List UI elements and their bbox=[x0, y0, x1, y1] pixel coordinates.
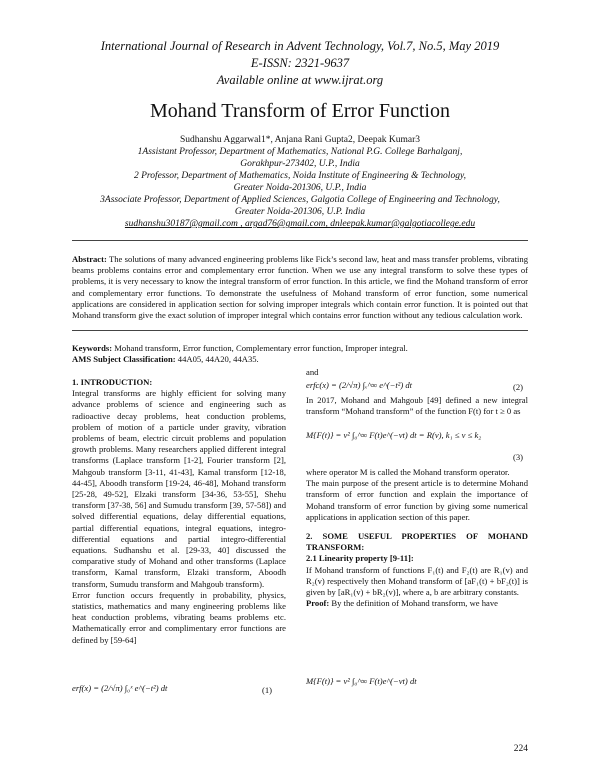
abstract-text: The solutions of many advanced engineering problems like Fick’s second law, heat and mass transfer problems, vibrating beams problems contains error and complementary error function. When we use any integral transform to solve these types of problems, it is very necessary to know the integral transform of error function. In this article, we find the Mohand transform of error and complementary error functions. To demonstrate the usefulness of Mohand transform of error function, some numerical applications are considered in application section for solving improper integrals which contain error function. It is pointed out that Mohand transform give the exact solution of improper integral which contains error function without any tedious calculation work. bbox=[72, 254, 528, 321]
affiliation-2b: Greater Noida-201306, U.P., India bbox=[233, 183, 367, 193]
proof-label: Proof: bbox=[306, 598, 330, 609]
separator-bottom bbox=[72, 330, 528, 331]
equation-3: M{F(t)} = v² ∫₀^∞ F(t)e^(−vt) dt = R(v), k₁ ≤ v ≤ k₂ bbox=[306, 430, 482, 440]
intro-para-2: Error function occurs frequently in probability, physics, statistics, mathematics and many engineering problems like heat conduction problems, vibrating beams problems etc. Mathematically error and complimentary error functions are defined by [59-64] bbox=[72, 589, 286, 645]
affiliation-1b: Gorakhpur-273402, U.P., India bbox=[240, 159, 360, 169]
equation-3-number: (3) bbox=[513, 452, 524, 462]
affiliation-1a: 1Assistant Professor, Department of Mathematics, National P.G. College Barhalganj, bbox=[137, 147, 463, 157]
intro-heading: 1. INTRODUCTION: bbox=[72, 377, 153, 387]
email-line[interactable]: sudhanshu30187@gmail.com , argad76@gmail.com, dnleepak.kumar@galgotiacollege.edu bbox=[124, 219, 476, 229]
journal-line: International Journal of Research in Advent Technology, Vol.7, No.5, May 2019 bbox=[100, 39, 500, 53]
separator-top bbox=[72, 240, 528, 241]
ams-text: 44A05, 44A20, 44A35. bbox=[177, 354, 259, 364]
properties-heading: 2. SOME USEFUL PROPERTIES OF MOHAND TRANSFORM: bbox=[306, 531, 528, 553]
page-number: 224 bbox=[513, 744, 528, 754]
equation-1: erf(x) = (2/√π) ∫₀ˣ e^(−t²) dt bbox=[72, 683, 168, 693]
affiliation-3b: Greater Noida-201306, U.P. India bbox=[234, 207, 366, 217]
abstract-label: Abstract: bbox=[72, 254, 107, 264]
eissn-line: E-ISSN: 2321-9637 bbox=[250, 56, 350, 70]
right-block bbox=[306, 467, 528, 609]
available-line: Available online at www.ijrat.org bbox=[216, 73, 384, 87]
keywords-text: Mohand transform, Error function, Complementary error function, Improper integral. bbox=[114, 343, 408, 353]
intro-para-1: Integral transforms are highly efficient for solving many advance problems of science and engineering such as radioactive decay problems, heat conduction problems, problem of motion of a particle under gravity, vibration problems of beam, electric circuit problems and population growth problems. Many researchers applied different integral transforms (Laplace transform [1-2], Fourier transform [2], Mahgoub transform [3-11, 41-43], Kamal transform [12-18, 44-45], Aboodh transform [19-24, 46-48], Mohand transform [25-28, 49-52], Elzaki transform [34-36, 53-55], Shehu transform [37-38, 56] and Sumudu transform [39, 57-58]) and solved differential equations, delay differential equations, partial differential equations, integral equations, integro-differential equations and partial integro-differential equations. Sudhanshu et al. [29-33, 40] discussed the comparative study of Mohand and other transforms (Laplace transform, Kamal transform, Elzaki transform, Aboodh transform, Sumudu transform and Mahgoub transform). bbox=[72, 388, 286, 589]
equation-2: erfc(x) = (2/√π) ∫ₓ^∞ e^(−t²) dt bbox=[306, 380, 413, 390]
equation-2-number: (2) bbox=[513, 382, 524, 392]
affiliation-3a: 3Associate Professor, Department of Applied Sciences, Galgotia College of Engineering and Technology, bbox=[100, 195, 500, 205]
paper-title: Mohand Transform of Error Function bbox=[150, 100, 450, 122]
right-para-2: where operator M is called the Mohand transform operator. bbox=[306, 467, 510, 477]
keywords-line bbox=[72, 343, 528, 354]
right-para-1: In 2017, Mohand and Mahgoub [49] defined a new integral transform “Mohand transform” of the function F(t) for t ≥ 0 as bbox=[306, 395, 528, 417]
left-column bbox=[72, 377, 286, 646]
affiliation-2a: 2 Professor, Department of Mathematics, Noida Institute of Engineering & Technology, bbox=[133, 171, 467, 181]
equation-4: M{F(t)} = v² ∫₀^∞ F(t)e^(−vt) dt bbox=[306, 676, 417, 686]
linearity-para: If Mohand transform of functions F₁(t) and F₂(t) are R₁(v) and R₂(v) respectively then Mohand transform of [aF₁(t) + bF₂(t)] is given by [aR₁(v) + bR₂(v)], where a, b are arbitrary constants. bbox=[306, 564, 528, 598]
linearity-subheading: 2.1 Linearity property [9-11]: bbox=[306, 553, 414, 564]
proof-line bbox=[306, 598, 528, 609]
equation-1-number: (1) bbox=[262, 685, 273, 695]
keywords-label: Keywords: bbox=[72, 343, 113, 353]
right-para-3: The main purpose of the present article is to determine Mohand transform of error function and explain the importance of Mohand transform of error function by giving some numerical applications in application section of this paper. bbox=[306, 478, 528, 522]
author-list: Sudhanshu Aggarwal1*, Anjana Rani Gupta2, Deepak Kumar3 bbox=[179, 135, 421, 145]
ams-line bbox=[72, 354, 528, 365]
abstract-block bbox=[72, 254, 528, 321]
proof-text: By the definition of Mohand transform, we have bbox=[331, 598, 498, 609]
ams-label: AMS Subject Classification: bbox=[72, 354, 176, 364]
right-and: and bbox=[306, 367, 319, 377]
